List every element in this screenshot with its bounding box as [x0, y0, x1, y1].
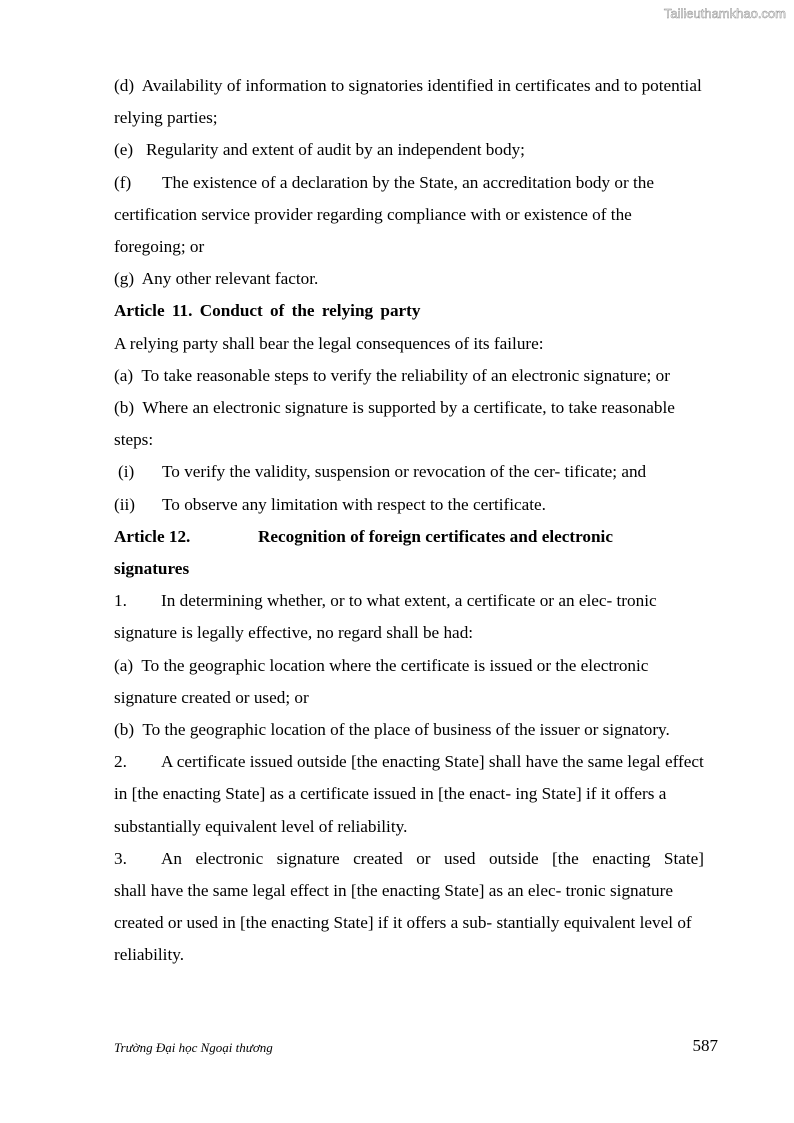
article-12-item-a-text: To the geographic location where the certificate is issued or the electronic signature created or used; or [114, 655, 649, 707]
article-12-para-2-label: 2. [114, 752, 127, 772]
article-11-intro: A relying party shall bear the legal consequences of its failure: [114, 333, 544, 353]
document-body [114, 70, 704, 972]
article-12-heading [114, 521, 704, 553]
item-d-text: Availability of information to signatories identified in certificates and to potential relying parties; [114, 76, 702, 128]
article-12-item-b [114, 714, 704, 746]
article-12-item-a [114, 650, 704, 714]
page-number: 587 [692, 1036, 718, 1055]
article-12-para-2-text: A certificate issued outside [the enacting State] shall have the same legal effect in [the enacting State] as a certificate issued in [the enact- ing State] if it offers a substantially equivalent level of reliability. [114, 752, 704, 836]
article-12-para-1-text: In determining whether, or to what extent, a certificate or an elec- tronic signature is legally effective, no regard shall be had: [114, 591, 657, 643]
article-11-item-ii-label: (ii) [114, 494, 135, 514]
article-12-para-3-label: 3. [114, 848, 127, 868]
article-12-para-1 [114, 585, 704, 649]
article-12-para-2 [114, 746, 704, 843]
item-f-label: (f) [114, 172, 132, 192]
item-f-text: The existence of a declaration by the State, an accreditation body or the certification service provider regarding compliance with or existence of the foregoing; or [114, 172, 655, 257]
article-12-item-b-text: To the geographic location of the place of business of the issuer or signatory. [142, 720, 670, 740]
item-g [114, 263, 704, 295]
article-12-heading-label: Article 12. [114, 526, 191, 546]
item-e [114, 134, 704, 166]
article-11-item-b-label: (b) [114, 398, 135, 418]
watermark: Tailieuthamkhao.com [663, 6, 786, 21]
article-11-item-i-label: (i) [118, 462, 135, 482]
footer-institution: Trường Đại học Ngoại thương [114, 1040, 273, 1055]
article-11-item-ii-text: To observe any limitation with respect to the certificate. [162, 494, 546, 514]
article-11-item-a-label: (a) [114, 365, 134, 385]
article-12-para-3-line1 [114, 843, 704, 875]
article-12-para-3-line1-text: An electronic signature created or used outside [the enacting State] [161, 848, 704, 868]
article-12-para-1-label: 1. [114, 591, 127, 611]
item-e-text: Regularity and extent of audit by an independent body; [145, 140, 525, 160]
article-11-item-b [114, 392, 704, 456]
item-f [114, 167, 704, 264]
item-e-label: (e) [114, 140, 134, 160]
article-12-item-a-label: (a) [114, 655, 134, 675]
article-12-heading-line2: signatures [114, 559, 190, 579]
article-11-item-i [114, 456, 704, 488]
item-d [114, 70, 704, 134]
article-12-para-3-rest: shall have the same legal effect in [the enacting State] as an elec- tronic signature created or used in [the enacting State] if it offers a sub- stantially equivalent level of reliability. [114, 881, 692, 965]
article-11-heading: Article 11. Conduct of the relying party [114, 301, 421, 321]
article-11-item-a-text: To take reasonable steps to verify the reliability of an electronic signature; or [141, 365, 670, 385]
article-11-item-b-text: Where an electronic signature is supported by a certificate, to take reasonable steps: [114, 398, 675, 450]
item-g-label: (g) [114, 269, 135, 289]
article-12-item-b-label: (b) [114, 720, 135, 740]
item-g-text: Any other relevant factor. [141, 269, 319, 289]
item-d-label: (d) [114, 76, 135, 95]
article-11-item-ii [114, 489, 704, 521]
article-12-heading-line1: Recognition of foreign certificates and electronic [258, 526, 613, 546]
article-11-item-i-text: To verify the validity, suspension or revocation of the cer- tificate; and [162, 462, 647, 482]
article-11-item-a [114, 360, 704, 392]
